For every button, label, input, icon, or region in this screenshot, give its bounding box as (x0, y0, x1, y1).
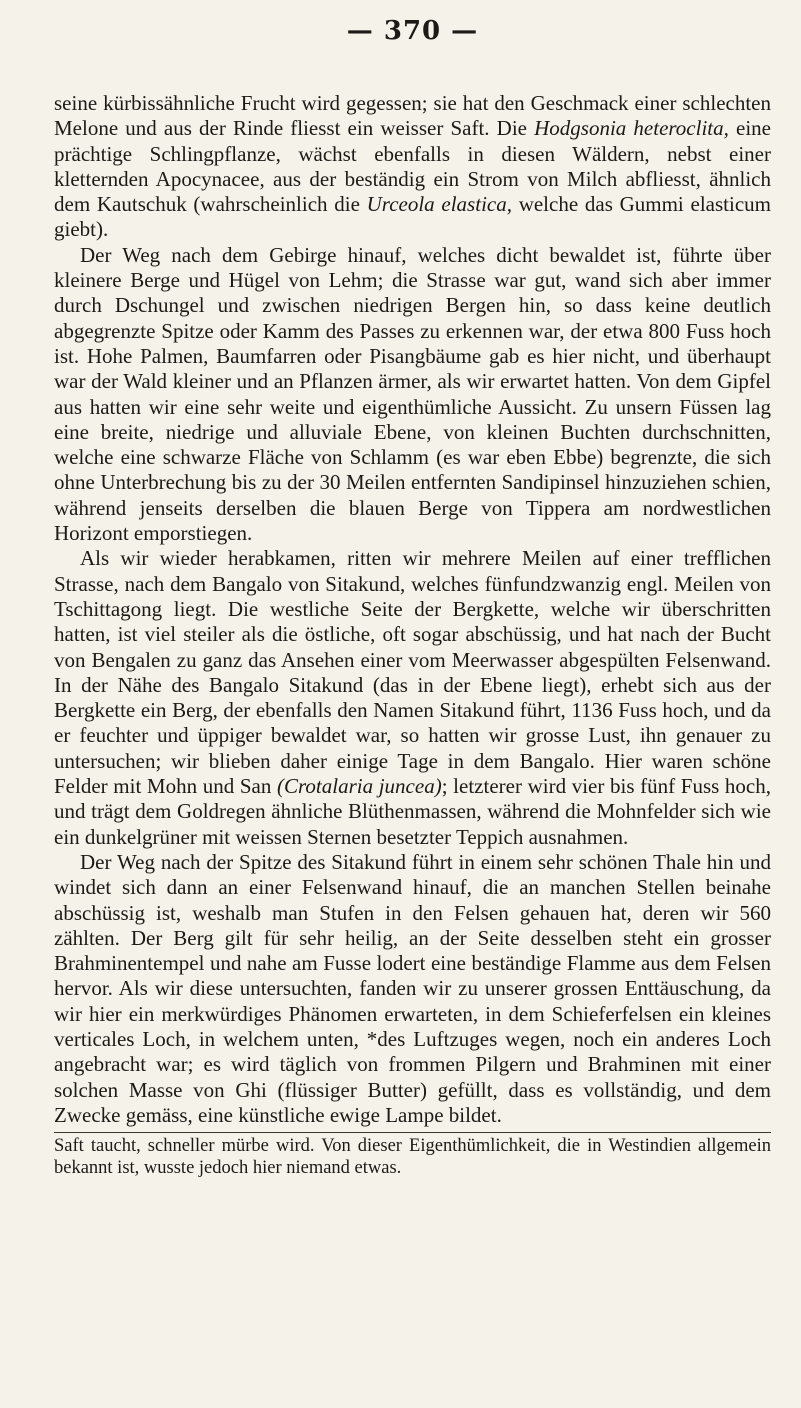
italic-term: Urceola elastica, (366, 192, 512, 217)
text-run: ; letzterer wird vier bis fünf Fuss hoch, und trägt dem Goldregen ähnliche Blüthenmassen, während die Mohnfelder sich wie ein dunkelgrüner mit weissen Sternen besetzter Teppich ausnahmen. (54, 774, 771, 849)
text-run: Als wir wieder herabkamen, ritten wir mehrere Meilen auf einer trefflichen Strasse, nach dem Bangalo von Sitakund, welches fünfundzwanzig engl. Meilen von Tschittagong liegt. Die westliche Seite der Bergkette, welche wir überschritten hatten, ist viel steiler als die östliche, oft sogar abschüssig, und hat nach der Bucht von Bengalen zu ganz das Ansehen einer vom Meerwasser abgespülten Felsenwand. In der Nähe des Bangalo Sitakund (das in der Ebene liegt), erhebt sich aus der Bergkette ein Berg, der ebenfalls den Namen Sitakund führt, 1136 Fuss hoch, und da er feuchter und üppiger bewaldet war, so hatten wir grosse Lust, ihn genauer zu untersuchen; wir blieben daher einige Tage in dem Bangalo. Hier waren schöne Felder mit Mohn und San (54, 546, 771, 799)
text-run: seine kürbissähnliche Frucht wird gegessen; sie hat den Geschmack einer schlechten Melone und aus der Rinde fliesst ein weisser Saft. Die (54, 91, 771, 141)
paragraph-p4 (54, 850, 771, 1128)
main-text (54, 91, 771, 1128)
paragraph-p1 (54, 91, 771, 243)
footnote-rule (54, 1132, 771, 1133)
text-run: Der Weg nach dem Gebirge hinauf, welches dicht bewaldet ist, führte über kleinere Berge und Hügel von Lehm; die Strasse war gut, wand sich aber immer durch Dschungel und zwischen niedrigen Bergen hin, so dass keine deutlich abgegrenzte Spitze oder Kamm des Passes zu erkennen war, der etwa 800 Fuss hoch ist. Hohe Palmen, Baumfarren oder Pisangbäume gab es hier nicht, und überhaupt war der Wald kleiner und an Pflanzen ärmer, als wir erwartet hatten. Von dem Gipfel aus hatten wir eine sehr weite und eigenthümliche Aussicht. Zu unsern Füssen lag eine breite, niedrige und alluviale Ebene, von kleinen Buchten durchschnitten, welche eine schwarze Fläche von Schlamm (es war eben Ebbe) begrenzte, die sich ohne Unterbrechung bis zu der 30 Meilen entfernten Sandipinsel hinzuziehen schien, während jenseits derselben die blauen Berge von Tippera am nordwestlichen Horizont emporstiegen. (54, 242, 771, 546)
text-run: eine prächtige Schlingpflanze, wächst ebenfalls in diesen Wäldern, nebst einer kletternden Apocynacee, aus der beständig ein Strom von Milch abfliesst, ähnlich dem Kautschuk (wahrscheinlich die (54, 116, 771, 217)
page-number: — 370 — (346, 16, 479, 46)
italic-term: (Crotalaria juncea) (277, 774, 442, 799)
paragraph-p3 (54, 546, 771, 850)
text-run: Der Weg nach der Spitze des Sitakund führt in einem sehr schönen Thale hin und windet sich dann an einer Felsenwand hinauf, die an manchen Stellen beinahe abschüssig ist, weshalb man Stufen in den Felsen gehauen hat, deren wir 560 zählten. Der Berg gilt für sehr heilig, an der Seite desselben steht ein grosser Brahminentempel und nahe am Fusse lodert eine beständige Flamme aus dem Felsen hervor. Als wir diese untersuchten, fanden wir zu unserer grossen Enttäuschung, da wir hier ein merkwürdiges Phänomen erwarteten, in dem Schieferfelsen ein kleines verticales Loch, in welchem unten, *des Luftzuges wegen, noch ein anderes Loch angebracht war; es wird täglich von frommen Pilgern und Brahminen mit einer solchen Masse von Ghi (flüssiger Butter) gefüllt, dass es vollständig, und dem Zwecke gemäss, eine künstliche ewige Lampe bildet. (54, 849, 771, 1127)
footnote-text: Saft taucht, schneller mürbe wird. Von dieser Eigenthümlichkeit, die in Westindien allgemein bekannt ist, wusste jedoch hier niemand etwas. (54, 1136, 771, 1179)
paragraph-p2 (54, 243, 771, 547)
text-run: welche das Gummi elasticum giebt). (54, 192, 771, 242)
italic-term: Hodgsonia heteroclita, (534, 116, 729, 141)
